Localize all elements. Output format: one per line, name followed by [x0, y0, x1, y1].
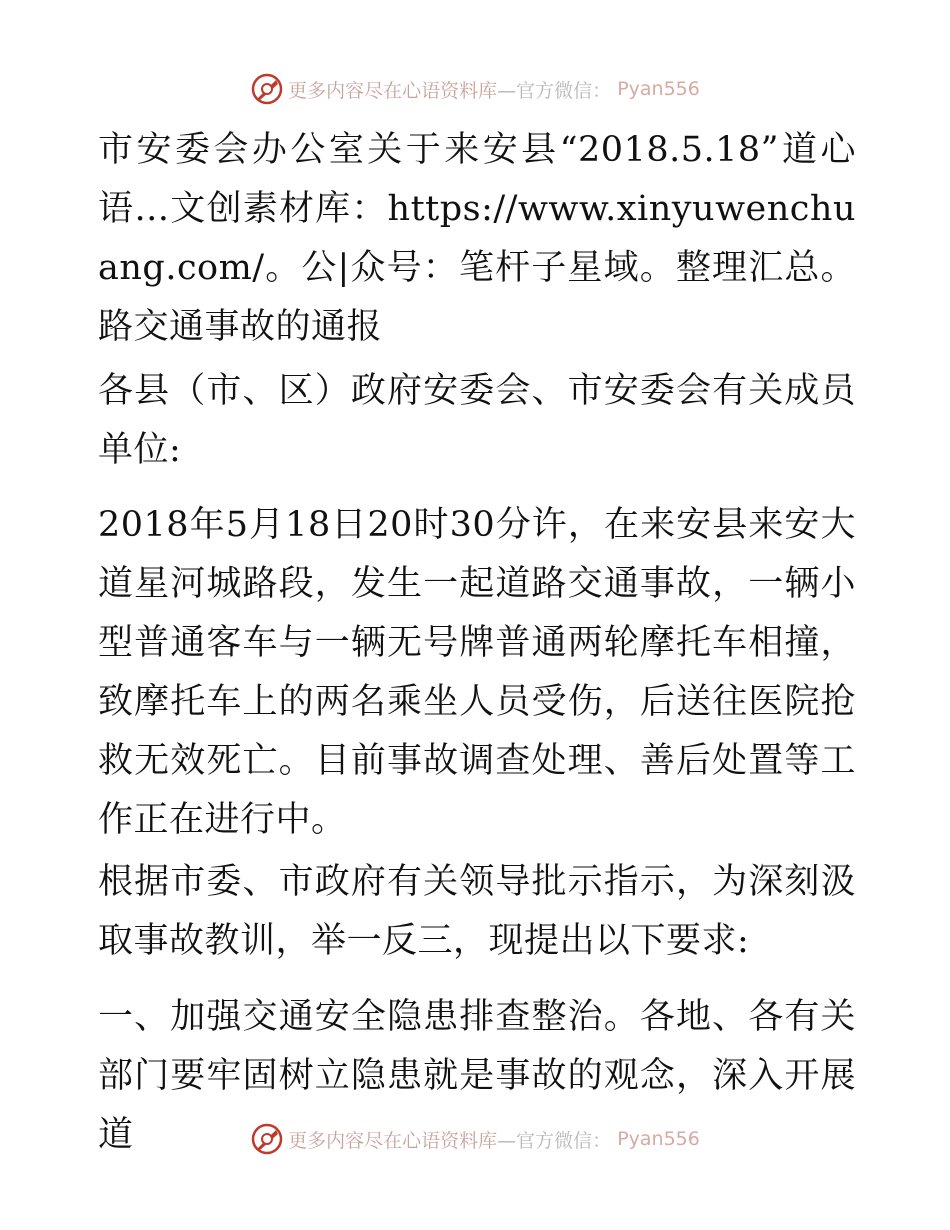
instruction-intro-paragraph: 根据市委、市政府有关领导批示指示，为深刻汲取事故教训，举一反三，现提出以下要求: [98, 862, 856, 961]
watermark-dash-text: —官方微信： [497, 79, 612, 102]
watermark-dash-text: —官方微信： [497, 1129, 612, 1152]
watermark-main-text: 更多内容尽在心语资料库 [288, 1129, 498, 1152]
incident-paragraph: 2018年5月18日20时30分许，在来安县来安大道星河城路段，发生一起道路交通事故，一辆小型普通客车与一辆无号牌普通两轮摩托车相撞，致摩托车上的两名乘坐人员受伤，后送往医院抢救无效死亡。目前事故调查处理、善后处置等工作正在进行中。 [98, 505, 856, 840]
watermark-header [0, 72, 950, 106]
document-title-paragraph: 市安委会办公室关于来安县“2018.5.18”道心语…文创素材库：https://www.xinyuwenchuang.com/。公|众号：笔杆子星域。整理汇总。路交通事故的通报 [98, 130, 856, 347]
requirement-one-paragraph: 一、加强交通安全隐患排查整治。各地、各有关部门要牢固树立隐患就是事故的观念，深入开展道 [98, 997, 856, 1155]
watermark-handle-text: Pyan556 [617, 78, 700, 100]
watermark-main-text: 更多内容尽在心语资料库 [288, 79, 498, 102]
addressee-paragraph: 各县（市、区）政府安委会、市安委会有关成员单位: [98, 371, 856, 470]
quill-logo-icon [250, 72, 284, 106]
quill-logo-icon [250, 1122, 284, 1156]
watermark-handle-text: Pyan556 [617, 1128, 700, 1150]
watermark-footer [0, 1122, 950, 1156]
